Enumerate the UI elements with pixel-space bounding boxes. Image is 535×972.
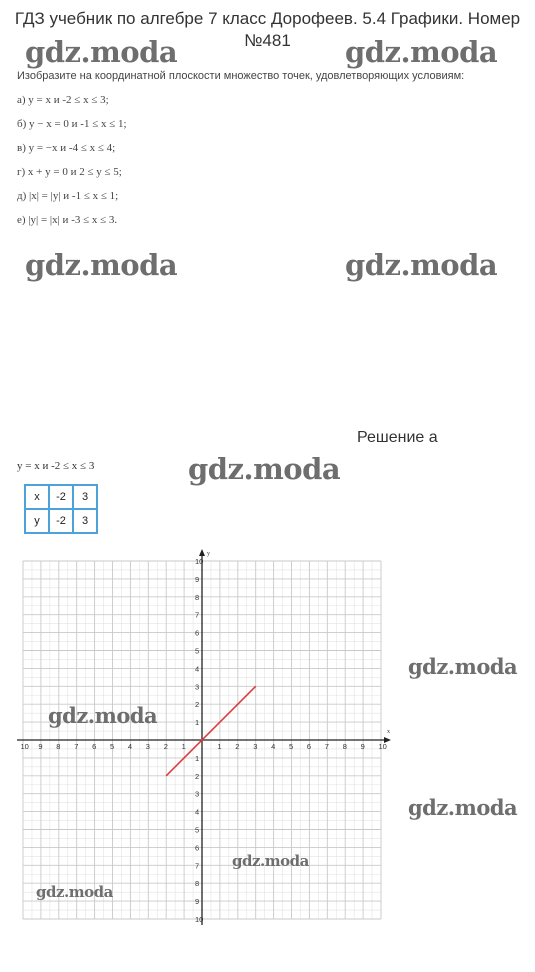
- y-tick-label: 6: [195, 628, 200, 638]
- x-tick-label: 10: [378, 742, 387, 751]
- y-tick-label: 2: [195, 700, 200, 710]
- table-row: [25, 485, 97, 509]
- x-tick-label: 3: [145, 742, 150, 751]
- y-tick-label: 8: [195, 592, 200, 602]
- x-tick-label: 8: [342, 742, 347, 751]
- y-tick-label: 9: [195, 574, 200, 584]
- watermark: gdz.moda: [408, 654, 518, 679]
- task-item-a: а) y = x и -2 ≤ x ≤ 3;: [17, 94, 109, 106]
- solution-condition: y = x и -2 ≤ x ≤ 3: [17, 460, 95, 472]
- y-tick-label: 5: [195, 825, 200, 835]
- y-tick-label: 6: [195, 843, 200, 853]
- page-title: ГДЗ учебник по алгебре 7 класс Дорофеев. 5.4 Графики. Номер №481: [14, 9, 521, 50]
- y-tick-label: 7: [195, 610, 200, 620]
- x-tick-label: 7: [324, 742, 329, 751]
- x-tick-label: 4: [271, 742, 276, 751]
- coordinate-plane: [0, 540, 400, 935]
- task-intro: Изобразите на координатной плоскости множество точек, удовлетворяющих условиям:: [17, 70, 465, 82]
- x-axis-label: x: [387, 729, 390, 735]
- task-item-d: д) |x| = |y| и -1 ≤ x ≤ 1;: [17, 190, 119, 202]
- y-tick-label: 4: [195, 807, 200, 817]
- x-tick-label: 9: [38, 742, 43, 751]
- y-tick-label: 1: [195, 753, 200, 763]
- x-tick-label: 1: [181, 742, 186, 751]
- y-axis-label: y: [207, 551, 210, 557]
- x-tick-label: 8: [56, 742, 61, 751]
- watermark: gdz.moda: [48, 703, 158, 728]
- watermark: gdz.moda: [232, 852, 309, 870]
- y-tick-label: 10: [195, 557, 204, 566]
- table-cell: 3: [73, 485, 97, 509]
- y-tick-label: 2: [195, 771, 200, 781]
- table-header-cell: y: [25, 509, 49, 533]
- watermark: gdz.moda: [36, 883, 113, 901]
- table-header-cell: x: [25, 485, 49, 509]
- table-row: [25, 509, 97, 533]
- watermark: gdz.moda: [25, 35, 178, 69]
- x-tick-label: 2: [163, 742, 168, 751]
- x-tick-label: 9: [360, 742, 365, 751]
- y-tick-label: 4: [195, 664, 200, 674]
- table-cell: -2: [49, 509, 73, 533]
- x-tick-label: 3: [253, 742, 258, 751]
- task-item-g: г) x + y = 0 и 2 ≤ y ≤ 5;: [17, 166, 122, 178]
- y-tick-label: 1: [195, 718, 200, 728]
- watermark: gdz.moda: [345, 248, 498, 282]
- watermark: gdz.moda: [345, 35, 498, 69]
- x-tick-label: 4: [127, 742, 133, 751]
- y-tick-label: 3: [195, 682, 200, 692]
- x-tick-label: 2: [235, 742, 240, 751]
- x-tick-label: 10: [20, 742, 29, 751]
- watermark: gdz.moda: [408, 795, 518, 820]
- y-tick-label: 8: [195, 879, 200, 889]
- x-tick-label: 5: [289, 742, 294, 751]
- task-item-b: б) y − x = 0 и -1 ≤ x ≤ 1;: [17, 118, 127, 130]
- task-item-e: е) |y| = |x| и -3 ≤ x ≤ 3.: [17, 214, 118, 226]
- task-item-v: в) y = −x и -4 ≤ x ≤ 4;: [17, 142, 116, 154]
- x-tick-label: 5: [110, 742, 115, 751]
- table-cell: 3: [73, 509, 97, 533]
- x-tick-label: 1: [217, 742, 222, 751]
- x-tick-label: 7: [74, 742, 79, 751]
- solution-heading: Решение а: [357, 429, 438, 446]
- x-tick-label: 6: [306, 742, 312, 751]
- y-tick-label: 5: [195, 646, 200, 656]
- y-tick-label: 3: [195, 789, 200, 799]
- values-table: [24, 484, 98, 534]
- y-tick-label: 9: [195, 897, 200, 907]
- y-axis-arrow: [199, 549, 205, 556]
- y-tick-label: 7: [195, 861, 200, 871]
- table-cell: -2: [49, 485, 73, 509]
- x-tick-label: 6: [92, 742, 97, 751]
- watermark: gdz.moda: [188, 452, 341, 486]
- y-tick-label: 10: [195, 915, 204, 924]
- watermark: gdz.moda: [25, 248, 178, 282]
